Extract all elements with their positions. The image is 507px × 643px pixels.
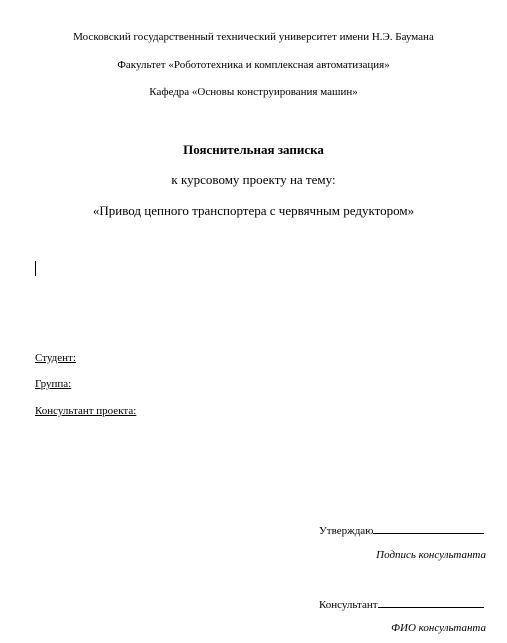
faculty-name: Факультет «Робототехника и комплексная автоматизация»: [117, 59, 390, 71]
signature-hint: Подпись консультанта: [376, 549, 486, 561]
student-field-label: Студент:: [35, 352, 76, 364]
consultant-field-label: Консультант проекта:: [35, 405, 137, 417]
consultant-signature-line: [319, 596, 484, 611]
department-name: Кафедра «Основы конструирования машин»: [149, 86, 358, 98]
approve-signature-line: [319, 522, 484, 537]
group-field-label: Группа:: [35, 378, 72, 390]
consultant-label: Консультант: [319, 599, 378, 611]
name-hint: ФИО консультанта: [391, 622, 486, 634]
consultant-blank[interactable]: [378, 596, 484, 608]
project-topic: «Привод цепного транспортера с червячным редуктором»: [92, 203, 415, 218]
text-cursor[interactable]: [35, 261, 36, 276]
approve-blank[interactable]: [373, 522, 484, 534]
university-name: Московский государственный технический университет имени Н.Э. Баумана: [73, 31, 434, 43]
document-subtitle: к курсовому проекту на тему:: [171, 172, 336, 187]
approve-label: Утверждаю: [319, 525, 374, 537]
document-title: Пояснительная записка: [183, 142, 324, 157]
